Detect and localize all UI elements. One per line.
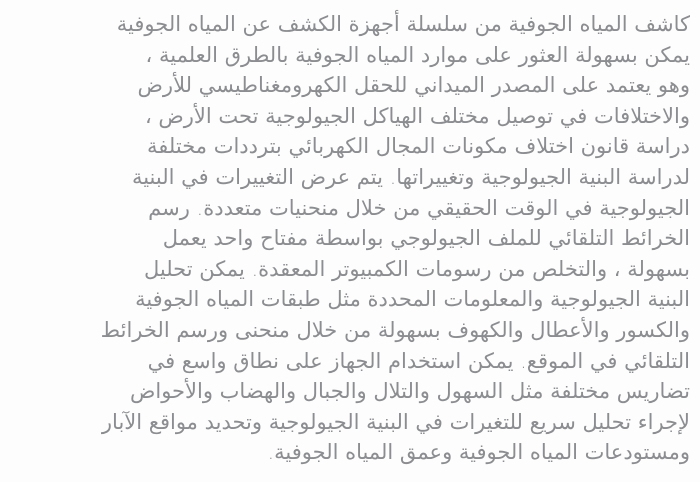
description-line-8: الخرائط التلقائي للملف الجيولوجي بواسطة مفتاح واحد يعمل	[162, 226, 690, 251]
description-line-15: ومستودعات المياه الجوفية وعمق المياه الجوفية.	[267, 440, 690, 465]
description-line-4: والاختلافات في توصيل مختلف الهياكل الجيولوجية تحت الأرض ،	[144, 103, 690, 128]
description-line-12: التلقائي في الموقع. يمكن استخدام الجهاز على نطاق واسع في	[147, 348, 690, 373]
description-line-9: بسهولة ، والتخلص من رسومات الكمبيوتر المعقدة. يمكن تحليل	[143, 256, 690, 281]
description-line-13: تضاريس مختلفة مثل السهول والتلال والجبال والهضاب والأحواض	[129, 379, 690, 404]
description-line-5: دراسة قانون اختلاف مكونات المجال الكهربائي بترددات مختلفة	[147, 134, 690, 159]
description-line-3: وهو يعتمد على المصدر الميداني للحقل الكهرومغناطيسي للأرض	[137, 73, 690, 98]
description-line-2: يمكن بسهولة العثور على موارد المياه الجوفية بالطرق العلمية ،	[145, 42, 690, 67]
description-line-6: لدراسة البنية الجيولوجية وتغييراتها. يتم عرض التغييرات في البنية	[131, 164, 690, 189]
description-line-11: والكسور والأعطال والكهوف بسهولة من خلال منحنى ورسم الخرائط	[100, 317, 690, 342]
description-line-7: الجيولوجية في الوقت الحقيقي من خلال منحنيات متعددة. رسم	[148, 195, 690, 220]
description-line-1: كاشف المياه الجوفية من سلسلة أجهزة الكشف عن المياه الجوفية	[116, 12, 690, 36]
description-line-14: لإجراء تحليل سريع للتغيرات في البنية الجيولوجية وتحديد مواقع الآبار	[101, 409, 690, 434]
description-line-10: البنية الجيولوجية والمعلومات المحددة مثل طبقات المياه الجوفية	[135, 287, 690, 312]
